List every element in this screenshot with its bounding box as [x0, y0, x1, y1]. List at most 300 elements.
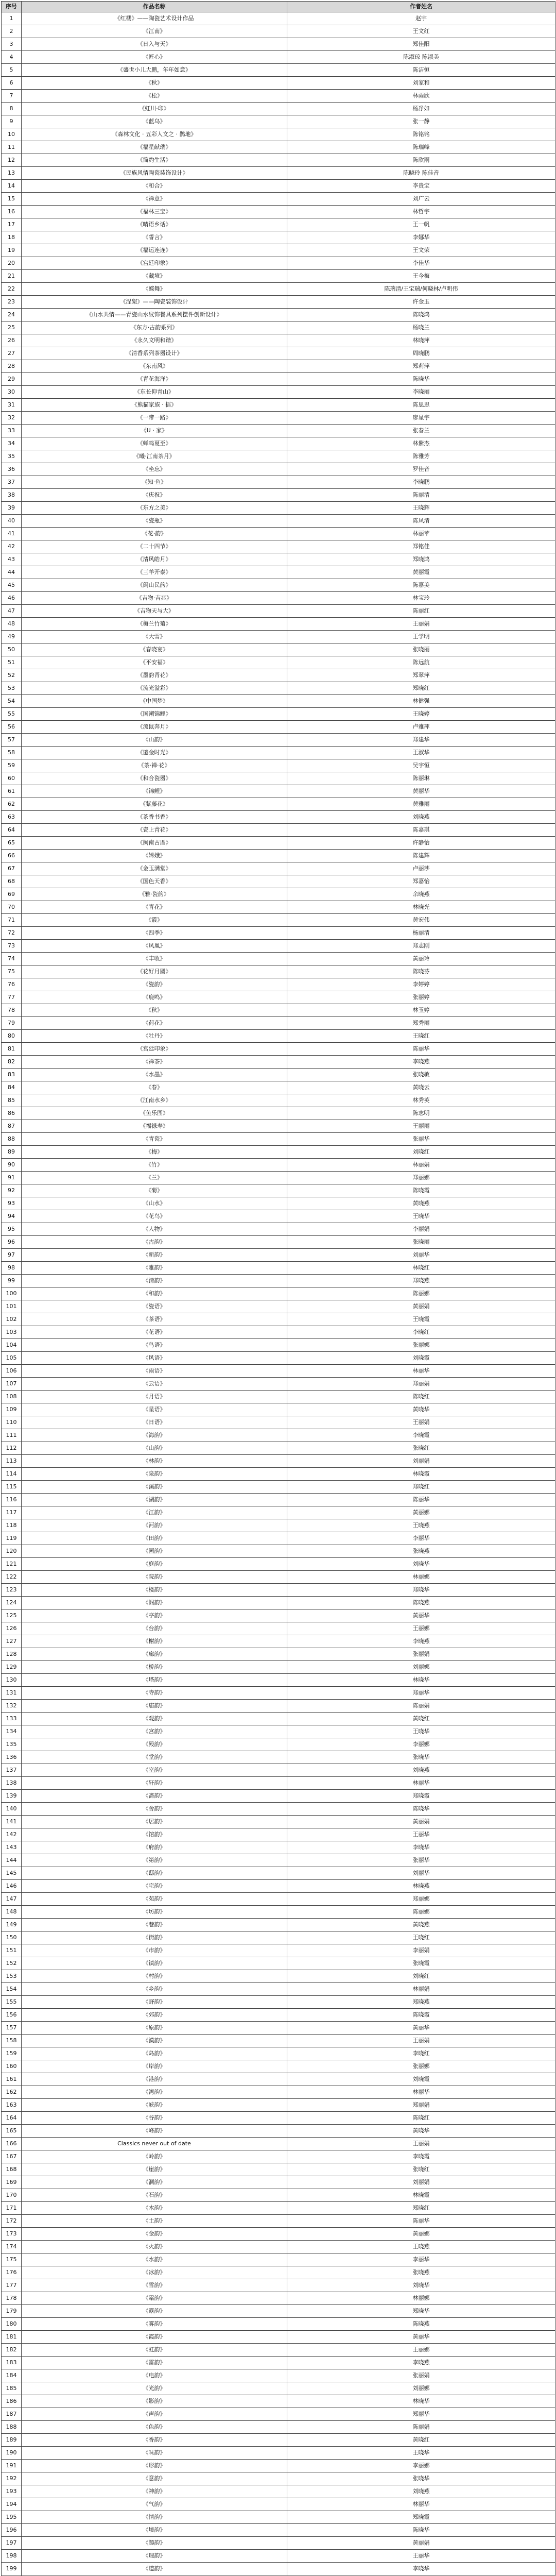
- row-number: 66: [2, 850, 22, 862]
- row-number: 38: [2, 489, 22, 502]
- table-row: [2, 1970, 555, 1983]
- work-title: 《菊》: [22, 1184, 287, 1197]
- row-number: 123: [2, 1584, 22, 1597]
- table-row: [2, 2202, 555, 2215]
- work-title: 《田韵》: [22, 1532, 287, 1545]
- work-title: 《道韵》: [22, 2563, 287, 2575]
- table-row: [2, 2241, 555, 2253]
- work-title: 《梅兰竹菊》: [22, 618, 287, 631]
- table-row: [2, 682, 555, 695]
- table-row: [2, 2047, 555, 2060]
- author-name: 黄晓华: [287, 2125, 555, 2138]
- row-number: 192: [2, 2472, 22, 2485]
- author-name: 李晓华: [287, 1841, 555, 1854]
- author-name: 黄丽娟: [287, 1300, 555, 1313]
- work-title: 《趣韵》: [22, 2537, 287, 2550]
- author-name: 刘晓红: [287, 1970, 555, 1983]
- author-name: 郑铭佳: [287, 540, 555, 553]
- table-row: [2, 2150, 555, 2163]
- table-row: [2, 1468, 555, 1481]
- table-row: [2, 965, 555, 978]
- work-title: 《花鸟》: [22, 1210, 287, 1223]
- work-title: 《宫廷印象》: [22, 257, 287, 270]
- work-title: 《楼韵》: [22, 1584, 287, 1597]
- table-row: [2, 1545, 555, 1558]
- row-number: 31: [2, 399, 22, 412]
- author-name: 陈晓燕: [287, 1597, 555, 1609]
- row-number: 181: [2, 2331, 22, 2344]
- row-number: 185: [2, 2382, 22, 2395]
- table-row: [2, 592, 555, 605]
- row-number: 94: [2, 1210, 22, 1223]
- work-title: 《红楼》——陶瓷艺术设计作品: [22, 12, 287, 25]
- table-row: [2, 1854, 555, 1867]
- row-number: 197: [2, 2537, 22, 2550]
- row-number: 146: [2, 1880, 22, 1893]
- work-title: 《洞韵》: [22, 2176, 287, 2189]
- row-number: 143: [2, 1841, 22, 1854]
- work-title: 《漠韵》: [22, 2035, 287, 2047]
- author-name: 王晓华: [287, 1725, 555, 1738]
- work-title: 《塔韵》: [22, 1674, 287, 1687]
- row-number: 170: [2, 2189, 22, 2202]
- author-name: 许金玉: [287, 296, 555, 309]
- table-row: [2, 901, 555, 914]
- author-name: 王晓婷: [287, 708, 555, 721]
- author-name: 郑晓红: [287, 1481, 555, 1494]
- row-number: 14: [2, 180, 22, 193]
- table-row: [2, 1558, 555, 1571]
- row-number: 71: [2, 914, 22, 927]
- row-number: 12: [2, 154, 22, 167]
- row-number: 39: [2, 502, 22, 515]
- author-name: 廖星宇: [287, 412, 555, 425]
- row-number: 3: [2, 38, 22, 51]
- work-title: 《雪韵》: [22, 2279, 287, 2292]
- header-author: 作者姓名: [287, 2, 555, 12]
- author-name: 林晓红: [287, 1262, 555, 1275]
- work-title: 《瓷上青花》: [22, 824, 287, 837]
- row-number: 64: [2, 824, 22, 837]
- work-title: 《东方·古韵系列》: [22, 321, 287, 334]
- work-title: 《寺韵》: [22, 1687, 287, 1700]
- row-number: 149: [2, 1919, 22, 1931]
- work-title: 《牡丹》: [22, 1030, 287, 1043]
- table-row: [2, 90, 555, 103]
- table-row: [2, 12, 555, 25]
- work-title: 《神韵》: [22, 2485, 287, 2498]
- row-number: 195: [2, 2511, 22, 2524]
- row-number: 104: [2, 1339, 22, 1352]
- row-number: 93: [2, 1197, 22, 1210]
- author-name: 李丽娟: [287, 1223, 555, 1236]
- row-number: 109: [2, 1403, 22, 1416]
- table-row: [2, 218, 555, 231]
- author-name: 陈晓华: [287, 373, 555, 386]
- author-name: 黄晓燕: [287, 1197, 555, 1210]
- table-row: [2, 2344, 555, 2357]
- row-number: 4: [2, 51, 22, 64]
- author-name: 张丽娜: [287, 1339, 555, 1352]
- work-title: 《宅韵》: [22, 1880, 287, 1893]
- row-number: 120: [2, 1545, 22, 1558]
- author-name: 杨净如: [287, 103, 555, 115]
- row-number: 157: [2, 2022, 22, 2035]
- work-title: 《清韵》: [22, 1275, 287, 1287]
- author-name: 王一帆: [287, 218, 555, 231]
- row-number: 116: [2, 1494, 22, 1506]
- table-row: [2, 2434, 555, 2447]
- author-name: 张丽华: [287, 1854, 555, 1867]
- author-name: 陈晓玲 陈佳音: [287, 167, 555, 180]
- work-title: 《石韵》: [22, 2189, 287, 2202]
- author-name: 王晓辉: [287, 502, 555, 515]
- table-row: [2, 914, 555, 927]
- row-number: 163: [2, 2099, 22, 2112]
- author-name: 陈丽琳: [287, 772, 555, 785]
- work-title: 《匠心》: [22, 51, 287, 64]
- row-number: 10: [2, 128, 22, 141]
- author-name: 刘丽华: [287, 1867, 555, 1880]
- row-number: 183: [2, 2357, 22, 2369]
- row-number: 53: [2, 682, 22, 695]
- row-number: 164: [2, 2112, 22, 2125]
- work-title: 《福禄寿》: [22, 1120, 287, 1133]
- table-row: [2, 360, 555, 373]
- author-name: 张晓华: [287, 2472, 555, 2485]
- table-row: [2, 2472, 555, 2485]
- author-name: 王晓燕: [287, 1519, 555, 1532]
- table-row: [2, 875, 555, 888]
- row-number: 97: [2, 1249, 22, 1262]
- work-title: 《二十四节》: [22, 540, 287, 553]
- work-title: 《青花》: [22, 901, 287, 914]
- table-row: [2, 2022, 555, 2035]
- work-title: 《影韵》: [22, 2395, 287, 2408]
- work-title: 《平安福》: [22, 656, 287, 669]
- table-row: [2, 1069, 555, 1081]
- author-name: 刘家和: [287, 77, 555, 90]
- work-title: 《墨韵青花》: [22, 669, 287, 682]
- work-title: 《蝶舞》: [22, 283, 287, 296]
- table-row: [2, 1197, 555, 1210]
- author-name: 刘晓燕: [287, 811, 555, 824]
- author-name: 余晓燕: [287, 888, 555, 901]
- table-row: [2, 1738, 555, 1751]
- work-title: 《晴语乡话》: [22, 218, 287, 231]
- work-title: 《轩韵》: [22, 1777, 287, 1790]
- row-number: 160: [2, 2060, 22, 2073]
- row-number: 144: [2, 1854, 22, 1867]
- table-row: [2, 1519, 555, 1532]
- author-name: 郑丽娟: [287, 1378, 555, 1391]
- row-number: 165: [2, 2125, 22, 2138]
- author-name: 林雨欣: [287, 90, 555, 103]
- author-name: 郑丽娟: [287, 2099, 555, 2112]
- row-number: 102: [2, 1313, 22, 1326]
- work-title: 《台韵》: [22, 1622, 287, 1635]
- table-row: [2, 425, 555, 437]
- author-name: 王丽娜: [287, 1622, 555, 1635]
- work-title: 《桥韵》: [22, 1661, 287, 1674]
- work-title: 《古韵》: [22, 1236, 287, 1249]
- table-row: [2, 450, 555, 463]
- author-name: 黄晓红: [287, 2434, 555, 2447]
- author-name: 李晓丽: [287, 386, 555, 399]
- row-number: 73: [2, 940, 22, 953]
- work-title: 《崖韵》: [22, 2163, 287, 2176]
- table-row: [2, 1597, 555, 1609]
- work-title: 《国色天香》: [22, 875, 287, 888]
- author-name: 王丽丽: [287, 1120, 555, 1133]
- author-name: 周晓鹏: [287, 347, 555, 360]
- work-title: 《街韵》: [22, 1931, 287, 1944]
- row-number: 65: [2, 837, 22, 850]
- work-title: 《一带一路》: [22, 412, 287, 425]
- work-title: 《湖韵》: [22, 1494, 287, 1506]
- author-name: 陈丽娟: [287, 1700, 555, 1713]
- row-number: 151: [2, 1944, 22, 1957]
- row-number: 178: [2, 2292, 22, 2305]
- work-title: 《荷花》: [22, 1017, 287, 1030]
- author-name: 张丽婷: [287, 991, 555, 1004]
- author-name: 李丽华: [287, 2253, 555, 2266]
- row-number: 63: [2, 811, 22, 824]
- author-name: 郑晓红: [287, 2202, 555, 2215]
- work-title: 《蝉鸣夏至》: [22, 437, 287, 450]
- row-number: 74: [2, 953, 22, 965]
- table-row: [2, 927, 555, 940]
- row-number: 140: [2, 1803, 22, 1816]
- work-title: 《水墨》: [22, 1069, 287, 1081]
- table-row: [2, 1403, 555, 1416]
- table-row: [2, 2537, 555, 2550]
- table-row: [2, 1275, 555, 1287]
- work-title: 《湾韵》: [22, 2086, 287, 2099]
- work-title: 《岛韵》: [22, 2047, 287, 2060]
- row-number: 6: [2, 77, 22, 90]
- row-number: 105: [2, 1352, 22, 1365]
- author-name: 王丽华: [287, 2550, 555, 2563]
- work-title: 《形韵》: [22, 2460, 287, 2472]
- row-number: 184: [2, 2369, 22, 2382]
- table-row: [2, 1919, 555, 1931]
- author-name: 陈思思: [287, 399, 555, 412]
- row-number: 145: [2, 1867, 22, 1880]
- table-row: [2, 270, 555, 283]
- author-name: 陈晓霞: [287, 2009, 555, 2022]
- work-title: 《雷韵》: [22, 2357, 287, 2369]
- work-title: 《木韵》: [22, 2202, 287, 2215]
- author-name: 郑晓红: [287, 682, 555, 695]
- author-name: 陈晓红: [287, 1391, 555, 1403]
- author-name: 郑建华: [287, 734, 555, 747]
- author-name: 陈凤清: [287, 515, 555, 528]
- table-row: [2, 605, 555, 618]
- table-row: [2, 1043, 555, 1056]
- row-number: 198: [2, 2550, 22, 2563]
- row-number: 88: [2, 1133, 22, 1146]
- work-title: 《和合》: [22, 180, 287, 193]
- author-name: 林晓燕: [287, 1880, 555, 1893]
- table-row: [2, 1236, 555, 1249]
- work-title: 《巷韵》: [22, 1919, 287, 1931]
- work-title: 《盛世小儿大鹏，年年如意》: [22, 64, 287, 77]
- author-name: 王丽娟: [287, 2138, 555, 2150]
- table-body: [2, 12, 555, 2576]
- author-name: 林丽娜: [287, 1571, 555, 1584]
- work-title: 《民族风情陶瓷装饰设计》: [22, 167, 287, 180]
- work-title: 《香韵》: [22, 2434, 287, 2447]
- row-number: 61: [2, 785, 22, 798]
- row-number: 148: [2, 1906, 22, 1919]
- author-name: 黄丽娜: [287, 1506, 555, 1519]
- table-row: [2, 1210, 555, 1223]
- work-title: 《日语》: [22, 1416, 287, 1429]
- row-number: 81: [2, 1043, 22, 1056]
- work-title: 《水韵》: [22, 2253, 287, 2266]
- author-name: 王丽娟: [287, 2035, 555, 2047]
- author-name: 陈志明: [287, 1107, 555, 1120]
- work-title: 《溪韵》: [22, 1481, 287, 1494]
- author-name: 王丽华: [287, 1828, 555, 1841]
- table-row: [2, 528, 555, 540]
- table-row: [2, 2305, 555, 2318]
- author-name: 郑晓燕: [287, 1996, 555, 2009]
- work-title: 《馆韵》: [22, 1828, 287, 1841]
- row-number: 161: [2, 2073, 22, 2086]
- table-row: [2, 2138, 555, 2150]
- row-number: 33: [2, 425, 22, 437]
- author-name: 吴宇恒: [287, 759, 555, 772]
- row-number: 158: [2, 2035, 22, 2047]
- author-name: 陈丽华: [287, 2215, 555, 2228]
- author-name: 陈丽娟: [287, 2421, 555, 2434]
- author-name: 张丽娟: [287, 1648, 555, 1661]
- author-name: 郑翠萍: [287, 669, 555, 682]
- table-row: [2, 1184, 555, 1197]
- author-name: 陈晓鸿: [287, 309, 555, 321]
- work-title: 《府韵》: [22, 1841, 287, 1854]
- work-title: 《林韵》: [22, 1455, 287, 1468]
- work-title: 《日入与天》: [22, 38, 287, 51]
- table-row: [2, 347, 555, 360]
- work-title: 《庭韵》: [22, 1558, 287, 1571]
- work-title: 《峰韵》: [22, 2125, 287, 2138]
- row-number: 28: [2, 360, 22, 373]
- author-name: 张晓红: [287, 1442, 555, 1455]
- table-row: [2, 1223, 555, 1236]
- row-number: 7: [2, 90, 22, 103]
- table-row: [2, 618, 555, 631]
- table-row: [2, 785, 555, 798]
- work-title: 《闽南古厝》: [22, 837, 287, 850]
- row-number: 68: [2, 875, 22, 888]
- row-number: 114: [2, 1468, 22, 1481]
- row-number: 21: [2, 270, 22, 283]
- table-row: [2, 180, 555, 193]
- row-number: 56: [2, 721, 22, 734]
- author-name: 陈晓华: [287, 2524, 555, 2537]
- row-number: 72: [2, 927, 22, 940]
- row-number: 34: [2, 437, 22, 450]
- author-name: 王丽娜: [287, 2344, 555, 2357]
- author-name: 王晓燕: [287, 2241, 555, 2253]
- work-title: 《海韵》: [22, 1429, 287, 1442]
- table-row: [2, 399, 555, 412]
- work-title: 《居韵》: [22, 1816, 287, 1828]
- row-number: 182: [2, 2344, 22, 2357]
- work-title: 《雨语》: [22, 1365, 287, 1378]
- table-row: [2, 631, 555, 643]
- table-row: [2, 1867, 555, 1880]
- table-row: [2, 1287, 555, 1300]
- work-title: 《云语》: [22, 1378, 287, 1391]
- row-number: 107: [2, 1378, 22, 1391]
- work-title: 《斋韵》: [22, 1790, 287, 1803]
- row-number: 23: [2, 296, 22, 309]
- row-number: 8: [2, 103, 22, 115]
- table-row: [2, 2563, 555, 2575]
- table-row: [2, 128, 555, 141]
- row-number: 5: [2, 64, 22, 77]
- author-name: 张晓燕: [287, 1545, 555, 1558]
- table-row: [2, 1584, 555, 1597]
- table-row: [2, 154, 555, 167]
- work-title: 《山韵》: [22, 734, 287, 747]
- author-name: 张丽娜: [287, 2060, 555, 2073]
- row-number: 193: [2, 2485, 22, 2498]
- work-title: 《亭韵》: [22, 1609, 287, 1622]
- work-title: 《霞》: [22, 914, 287, 927]
- row-number: 58: [2, 747, 22, 759]
- author-name: 张晓敏: [287, 1069, 555, 1081]
- table-row: [2, 978, 555, 991]
- work-title: 《鹿鸣》: [22, 991, 287, 1004]
- work-title: 《冰韵》: [22, 2266, 287, 2279]
- work-title: 《市韵》: [22, 1944, 287, 1957]
- row-number: 189: [2, 2434, 22, 2447]
- table-row: [2, 824, 555, 837]
- table-row: [2, 888, 555, 901]
- table-row: [2, 1313, 555, 1326]
- author-name: 林丽华: [287, 1365, 555, 1378]
- author-name: 陈晓霞: [287, 1184, 555, 1197]
- work-title: 《岸韵》: [22, 2060, 287, 2073]
- work-title: 《瓷语》: [22, 1300, 287, 1313]
- author-name: 陈嘉美: [287, 579, 555, 592]
- author-name: 刘晓华: [287, 2279, 555, 2292]
- author-name: 林晓霞: [287, 1468, 555, 1481]
- table-row: [2, 2318, 555, 2331]
- row-number: 69: [2, 888, 22, 901]
- author-name: 黄晓云: [287, 1081, 555, 1094]
- work-title: 《U · 家》: [22, 425, 287, 437]
- work-title: 《港韵》: [22, 2073, 287, 2086]
- work-title: 《郊韵》: [22, 2009, 287, 2022]
- author-name: 刘广云: [287, 193, 555, 206]
- table-row: [2, 1249, 555, 1262]
- work-title: 《苑韵》: [22, 1893, 287, 1906]
- table-row: [2, 1622, 555, 1635]
- work-title: 《霞韵》: [22, 2331, 287, 2344]
- author-name: 林晓萍: [287, 334, 555, 347]
- row-number: 179: [2, 2305, 22, 2318]
- author-name: 王晓华: [287, 1210, 555, 1223]
- table-row: [2, 1365, 555, 1378]
- table-row: [2, 502, 555, 515]
- author-name: 陈嘉琪: [287, 824, 555, 837]
